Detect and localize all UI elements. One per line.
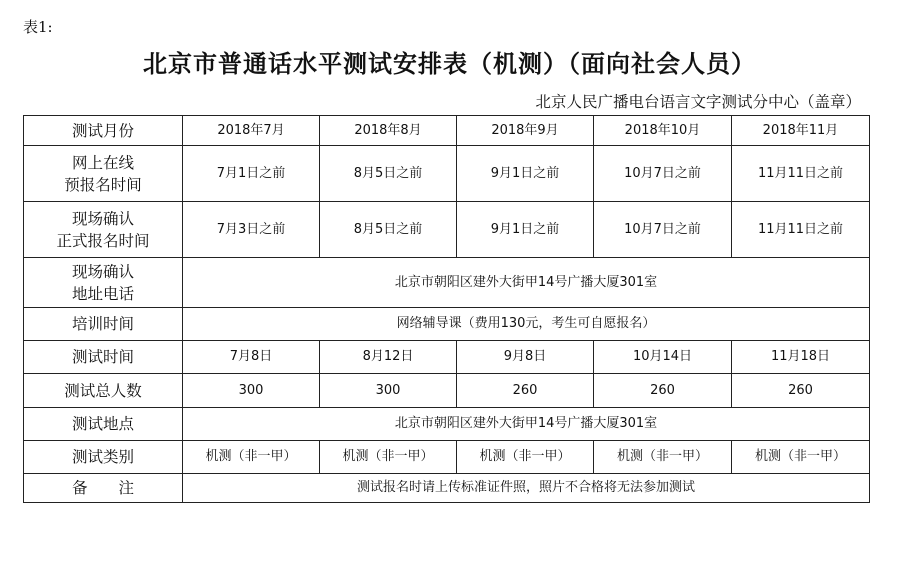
- table-row-test-date: [24, 341, 870, 374]
- row-header-category: 测试类别: [24, 441, 183, 474]
- total-cell: 260: [594, 374, 732, 408]
- test-date-cell: 9月8日: [457, 341, 594, 374]
- onsite-confirm-cell: 11月11日之前: [732, 202, 870, 258]
- category-cell: 机测（非一甲）: [457, 441, 594, 474]
- test-date-cell: 8月12日: [320, 341, 457, 374]
- table-row-online-prereg: [24, 146, 870, 202]
- row-header-line: 预报名时间: [64, 175, 142, 194]
- training-cell: 网络辅导课（费用130元，考生可自愿报名）: [183, 308, 870, 341]
- month-cell: 2018年10月: [594, 116, 732, 146]
- row-header-remarks: 备 注: [24, 474, 183, 503]
- total-cell: 300: [183, 374, 320, 408]
- location-cell: 北京市朝阳区建外大街甲14号广播大厦301室: [183, 408, 870, 441]
- onsite-confirm-cell: 8月5日之前: [320, 202, 457, 258]
- table-row-remarks: [24, 474, 870, 503]
- table-row-training: [24, 308, 870, 341]
- test-date-cell: 7月8日: [183, 341, 320, 374]
- total-cell: 260: [457, 374, 594, 408]
- online-prereg-cell: 11月11日之前: [732, 146, 870, 202]
- month-cell: 2018年9月: [457, 116, 594, 146]
- online-prereg-cell: 8月5日之前: [320, 146, 457, 202]
- issuer-stamp-line: 北京人民广播电台语言文字测试分中心（盖章）: [535, 93, 861, 111]
- row-header-total: 测试总人数: [24, 374, 183, 408]
- total-cell: 260: [732, 374, 870, 408]
- row-header-location: 测试地点: [24, 408, 183, 441]
- row-header-line: 正式报名时间: [56, 231, 150, 250]
- table-row-location: [24, 408, 870, 441]
- confirm-address-cell: 北京市朝阳区建外大街甲14号广播大厦301室: [183, 258, 870, 308]
- month-cell: 2018年7月: [183, 116, 320, 146]
- online-prereg-cell: 10月7日之前: [594, 146, 732, 202]
- category-cell: 机测（非一甲）: [320, 441, 457, 474]
- table-row-total: [24, 374, 870, 408]
- row-header-test-date: 测试时间: [24, 341, 183, 374]
- row-header-line: 网上在线: [71, 153, 134, 172]
- table-row-onsite-confirm: [24, 202, 870, 258]
- test-date-cell: 11月18日: [732, 341, 870, 374]
- row-header-month: 测试月份: [24, 116, 183, 146]
- table-row-category: [24, 441, 870, 474]
- row-header-line: 现场确认: [71, 209, 134, 228]
- month-cell: 2018年8月: [320, 116, 457, 146]
- online-prereg-cell: 9月1日之前: [457, 146, 594, 202]
- total-cell: 300: [320, 374, 457, 408]
- remarks-cell: 测试报名时请上传标准证件照，照片不合格将无法参加测试: [183, 474, 870, 503]
- row-header-online-prereg: [24, 146, 183, 202]
- schedule-table: [23, 115, 870, 503]
- month-cell: 2018年11月: [732, 116, 870, 146]
- onsite-confirm-cell: 7月3日之前: [183, 202, 320, 258]
- category-cell: 机测（非一甲）: [594, 441, 732, 474]
- category-cell: 机测（非一甲）: [183, 441, 320, 474]
- test-date-cell: 10月14日: [594, 341, 732, 374]
- category-cell: 机测（非一甲）: [732, 441, 870, 474]
- row-header-onsite-confirm: [24, 202, 183, 258]
- onsite-confirm-cell: 9月1日之前: [457, 202, 594, 258]
- online-prereg-cell: 7月1日之前: [183, 146, 320, 202]
- row-header-training: 培训时间: [24, 308, 183, 341]
- row-header-line: 现场确认: [71, 262, 134, 281]
- onsite-confirm-cell: 10月7日之前: [594, 202, 732, 258]
- table-row-confirm-address: [24, 258, 870, 308]
- row-header-line: 地址电话: [71, 284, 134, 303]
- row-header-confirm-address: [24, 258, 183, 308]
- table-label: 表1:: [23, 18, 53, 36]
- table-row-month: [24, 116, 870, 146]
- page-title: 北京市普通话水平测试安排表（机测）（面向社会人员）: [143, 49, 756, 78]
